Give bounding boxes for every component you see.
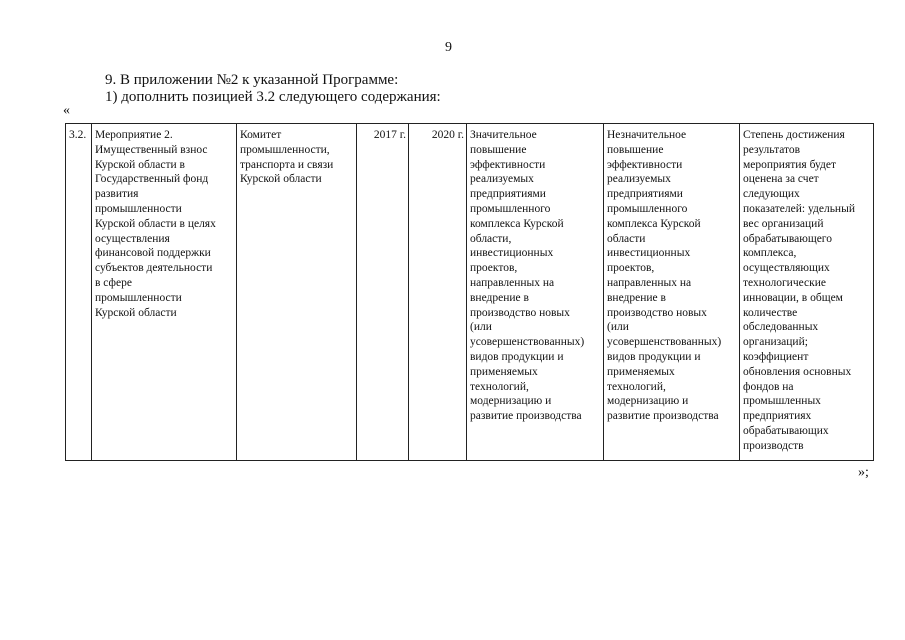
page-number: 9 (445, 40, 452, 55)
cell-text-line: внедрение в (470, 291, 529, 304)
paragraph-appendix-2: 9. В приложении №2 к указанной Программе: (105, 72, 399, 88)
cell-text-line: транспорта и связи (240, 158, 334, 171)
cell-text-line: результатов (743, 143, 801, 156)
cell-text-line: Курской области в целях (95, 217, 216, 230)
cell-text-line: промышленности (95, 291, 182, 304)
cell-text-line: развитие производства (607, 410, 719, 423)
cell-text-line: промышленных (743, 395, 821, 408)
program-position-table (65, 123, 874, 461)
cell-text-line: оценена за счет (743, 173, 819, 186)
cell-text-line: Степень достижения (743, 129, 845, 141)
cell-text-line: мероприятия будет (743, 158, 836, 171)
cell-text-line: Мероприятие 2. (95, 129, 173, 141)
cell-text-line: фондов на (743, 380, 794, 393)
cell-text-line: производство новых (470, 306, 570, 319)
event-cell (92, 124, 237, 461)
cell-text-line: (или (607, 321, 629, 334)
cell-text-line: области, (470, 232, 512, 245)
cell-text-line: модернизацию и (470, 395, 552, 408)
cell-text-line: промышленности (95, 202, 182, 215)
cell-text-line: реализуемых (470, 173, 534, 186)
cell-text-line: производство новых (607, 306, 707, 319)
cell-text-line: развитие производства (470, 410, 582, 423)
position-number: 3.2. (66, 124, 92, 461)
cell-text-line: Курской области в (95, 158, 185, 171)
cell-text-line: обрабатывающего (743, 232, 832, 245)
cell-text-line: видов продукции и (470, 350, 564, 363)
cell-text-line: следующих (743, 188, 800, 201)
start-year: 2017 г. (357, 124, 409, 461)
cell-text-line: применяемых (607, 365, 675, 378)
cell-text-line: области (607, 232, 646, 245)
cell-text-line: финансовой поддержки (95, 247, 211, 260)
cell-text-line: предприятиях (743, 410, 812, 423)
cell-text-line: обновления основных (743, 365, 852, 378)
cell-text-line: видов продукции и (607, 350, 701, 363)
cell-text-line: комплекса Курской (470, 217, 564, 230)
cell-text-line: усовершенствованных) (607, 336, 722, 349)
cell-text-line: инновации, в общем (743, 291, 843, 304)
cell-text-line: организаций; (743, 336, 808, 349)
cell-text-line: повышение (470, 143, 527, 156)
cell-text-line: технологические (743, 276, 826, 289)
cell-text-line: повышение (607, 143, 664, 156)
cell-text-line: применяемых (470, 365, 538, 378)
cell-text-line: промышленности, (240, 143, 330, 156)
cell-text-line: проектов, (470, 262, 518, 275)
cell-text-line: технологий, (470, 380, 529, 393)
cell-text-line: инвестиционных (607, 247, 691, 260)
cell-text-line: комплекса Курской (607, 217, 701, 230)
cell-text-line: Курской области (95, 306, 177, 319)
cell-text-line: обследованных (743, 321, 819, 334)
cell-text-line: усовершенствованных) (470, 336, 585, 349)
cell-text-line: Государственный фонд (95, 173, 209, 186)
opening-quote: « (63, 103, 70, 118)
cell-text-line: Комитет (240, 129, 282, 141)
cell-text-line: развития (95, 188, 139, 201)
cell-text-line: проектов, (607, 262, 655, 275)
cell-text-line: обрабатывающих (743, 424, 829, 437)
cell-text-line: промышленного (470, 202, 551, 215)
indicator-cell (740, 124, 874, 461)
cell-text-line: осуществления (95, 232, 170, 245)
cell-text-line: коэффициент (743, 350, 809, 363)
cell-text-line: производств (743, 439, 804, 452)
cell-text-line: промышленного (607, 202, 688, 215)
cell-text-line: Курской области (240, 173, 322, 186)
cell-text-line: направленных на (607, 276, 692, 289)
closing-quote: »; (858, 465, 869, 480)
cell-text-line: модернизацию и (607, 395, 689, 408)
cell-text-line: показателей: удельный (743, 202, 855, 215)
cell-text-line: Имущественный взнос (95, 143, 208, 156)
cell-text-line: Значительное (470, 129, 537, 141)
cell-text-line: предприятиями (607, 188, 683, 201)
end-year: 2020 г. (409, 124, 467, 461)
cell-text-line: внедрение в (607, 291, 666, 304)
cell-text-line: технологий, (607, 380, 666, 393)
cell-text-line: инвестиционных (470, 247, 554, 260)
cell-text-line: направленных на (470, 276, 555, 289)
expected-result-cell (467, 124, 604, 461)
cell-text-line: реализуемых (607, 173, 671, 186)
cell-text-line: эффективности (470, 158, 546, 171)
cell-text-line: осуществляющих (743, 262, 830, 275)
paragraph-add-position: 1) дополнить позицией 3.2 следующего содержания: (105, 89, 441, 105)
cell-text-line: (или (470, 321, 492, 334)
cell-text-line: количестве (743, 306, 798, 319)
executor-cell (237, 124, 357, 461)
consequences-cell (604, 124, 740, 461)
cell-text-line: субъектов деятельности (95, 262, 213, 275)
cell-text-line: предприятиями (470, 188, 546, 201)
cell-text-line: комплекса, (743, 247, 797, 260)
table-row (66, 124, 874, 461)
cell-text-line: вес организаций (743, 217, 824, 230)
cell-text-line: в сфере (95, 276, 132, 289)
cell-text-line: эффективности (607, 158, 683, 171)
cell-text-line: Незначительное (607, 129, 687, 141)
